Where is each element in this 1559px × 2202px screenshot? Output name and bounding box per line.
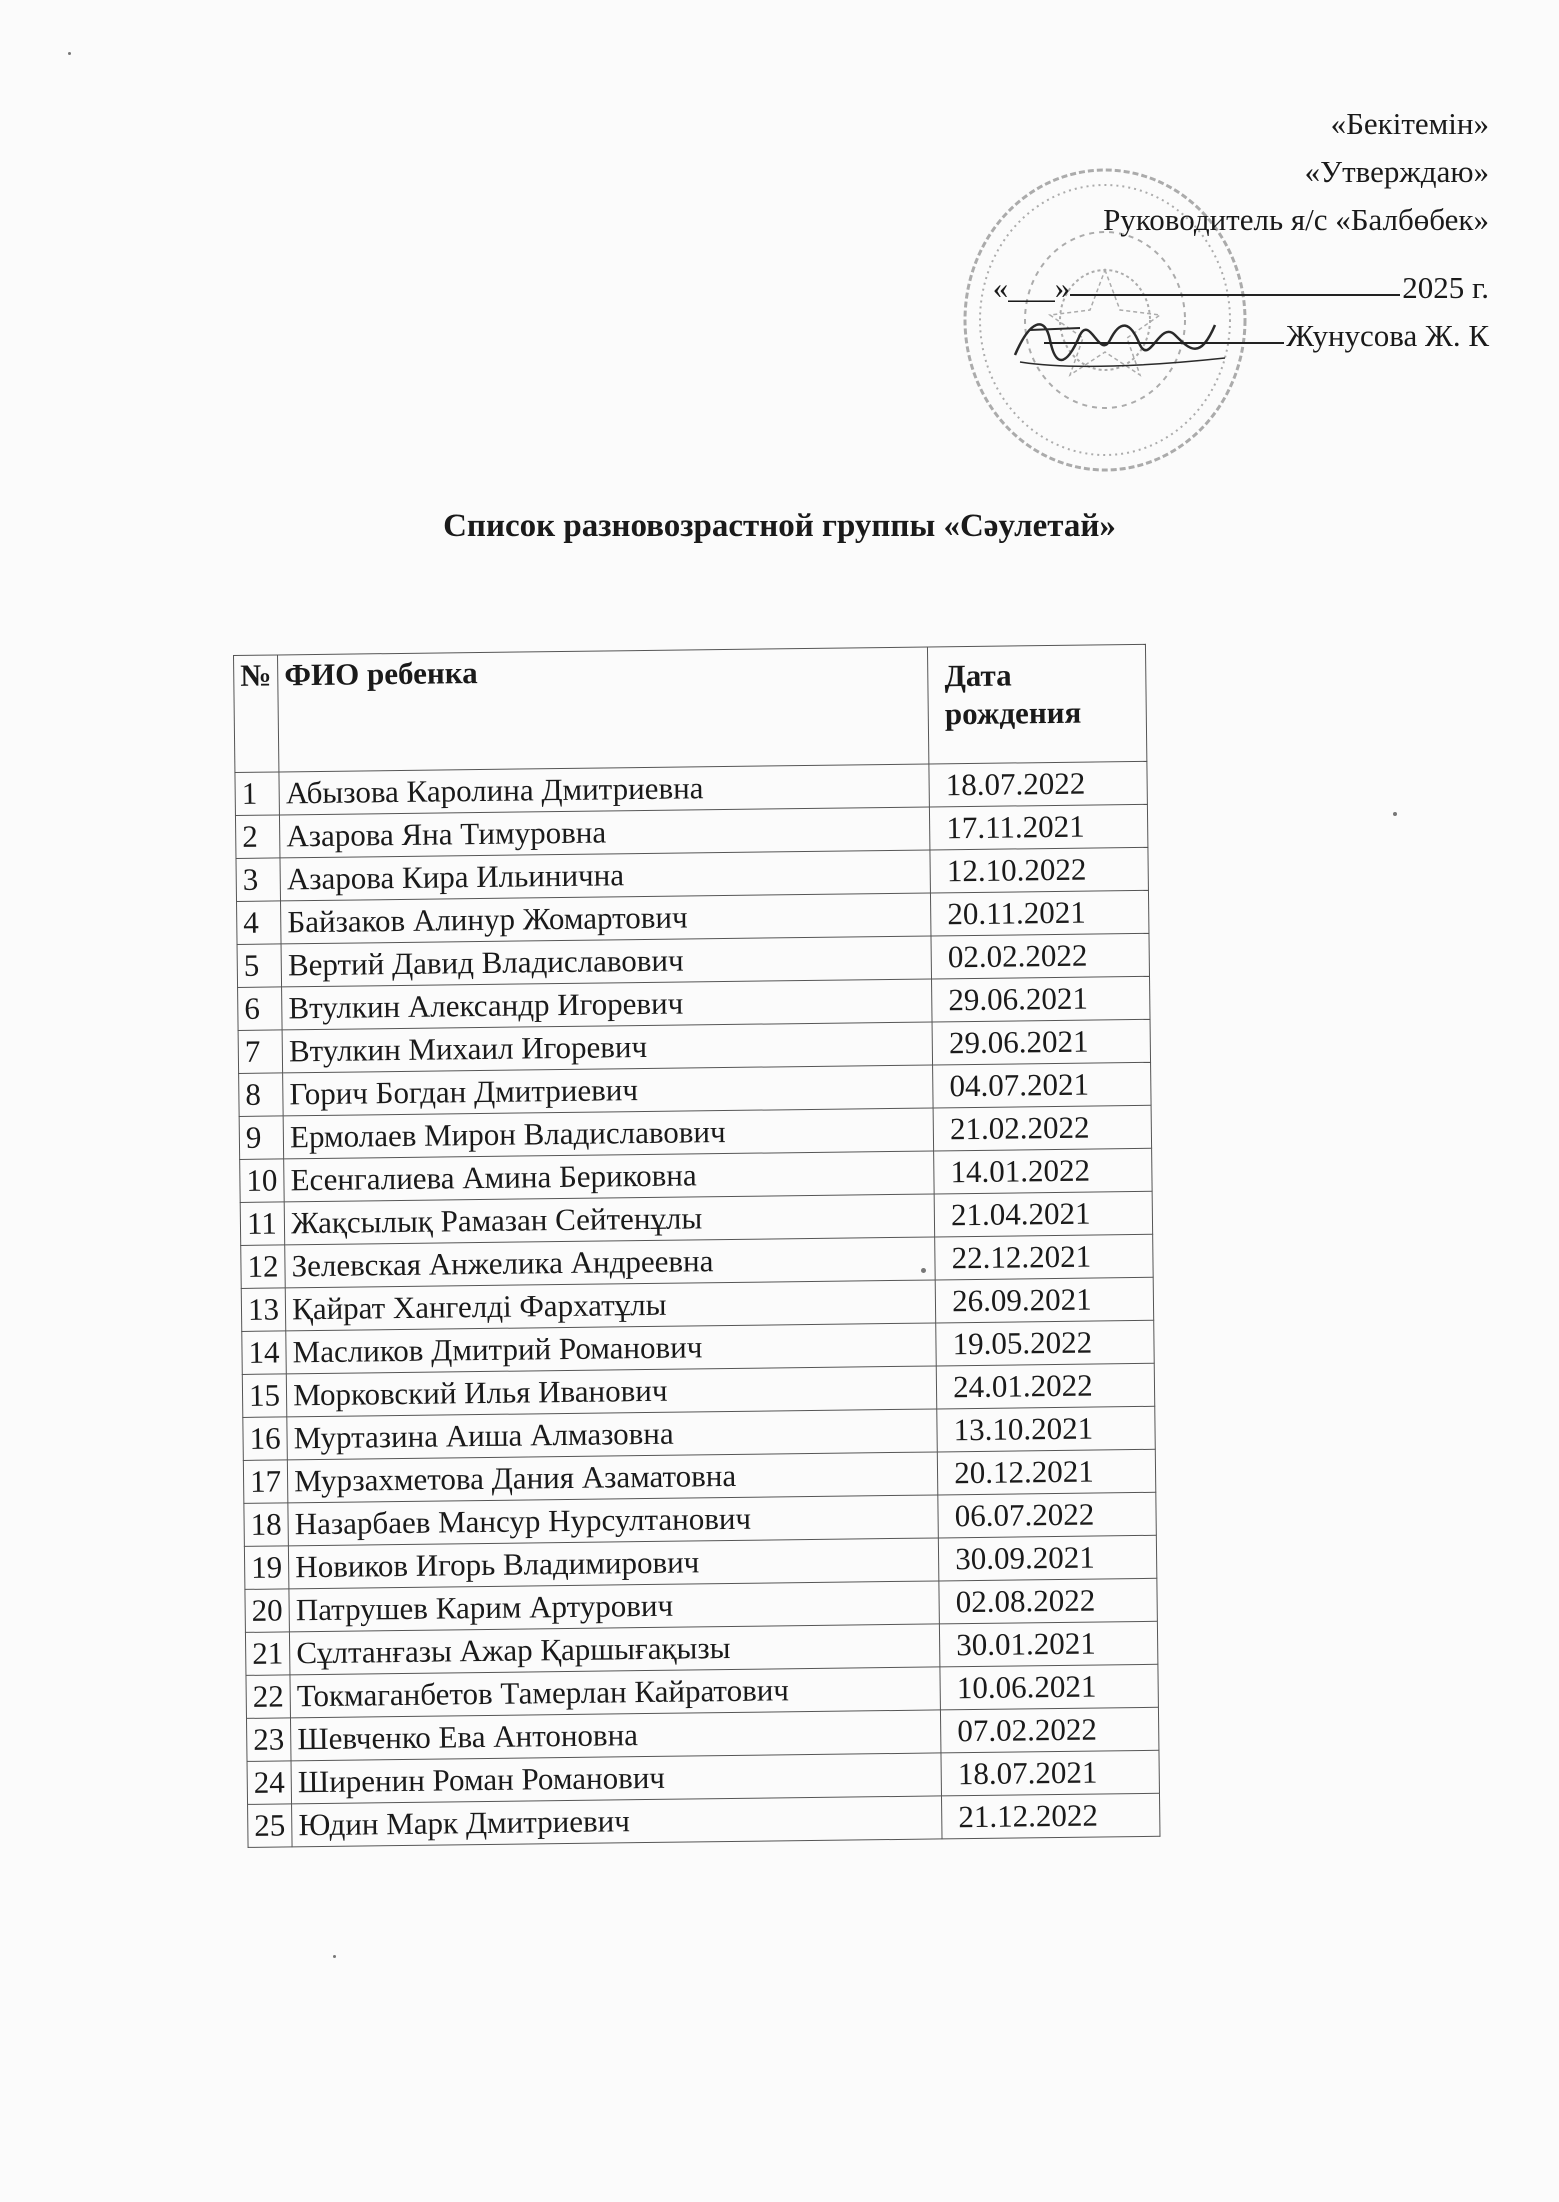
- speck: [333, 1955, 336, 1958]
- birth-date: 24.01.2022: [936, 1363, 1155, 1409]
- child-name: Мурзахметова Дания Азаматовна: [287, 1452, 937, 1503]
- approval-year: 2025 г.: [1402, 270, 1489, 305]
- document-title: Список разновозрастной группы «Сәулетай»: [443, 508, 1116, 544]
- signature-blank-line: [1044, 342, 1284, 344]
- child-name: Ермолаев Мирон Владиславович: [283, 1108, 933, 1159]
- table-body: [235, 761, 1160, 1847]
- row-number: 16: [243, 1417, 288, 1461]
- birth-date: 20.12.2021: [937, 1449, 1156, 1495]
- date-blank-line: [1070, 294, 1400, 296]
- birth-date: 12.10.2022: [930, 847, 1149, 893]
- child-name: Токмаганбетов Тамерлан Кайратович: [290, 1667, 940, 1718]
- row-number: 17: [243, 1460, 288, 1504]
- row-number: 15: [242, 1374, 287, 1418]
- child-name: Назарбаев Мансур Нурсултанович: [288, 1495, 938, 1546]
- child-name: Азарова Кира Ильинична: [280, 850, 930, 901]
- birth-date: 30.01.2021: [940, 1621, 1159, 1667]
- birth-date: 22.12.2021: [935, 1234, 1154, 1280]
- row-number: 12: [241, 1245, 286, 1289]
- birth-date: 29.06.2021: [932, 1019, 1151, 1065]
- row-number: 13: [241, 1288, 286, 1332]
- row-number: 8: [239, 1073, 284, 1117]
- child-name: Абызова Каролина Дмитриевна: [279, 764, 929, 815]
- birth-date: 02.08.2022: [939, 1578, 1158, 1624]
- birth-date: 19.05.2022: [936, 1320, 1155, 1366]
- row-number: 6: [238, 987, 283, 1031]
- speck: [1393, 812, 1397, 816]
- approval-signature-line: [993, 312, 1489, 360]
- row-number: 10: [240, 1159, 285, 1203]
- row-number: 19: [244, 1546, 289, 1590]
- birth-date: 02.02.2022: [931, 933, 1150, 979]
- row-number: 1: [235, 772, 280, 816]
- birth-date: 21.12.2022: [942, 1793, 1161, 1839]
- approval-block: [993, 100, 1489, 360]
- child-name: Байзаков Алинур Жомартович: [281, 893, 931, 944]
- child-name: Сұлтанғазы Ажар Қаршығақызы: [290, 1624, 940, 1675]
- child-name: Муртазина Аиша Алмазовна: [287, 1409, 937, 1460]
- birth-date: 13.10.2021: [937, 1406, 1156, 1452]
- birth-date: 26.09.2021: [935, 1277, 1154, 1323]
- date-quotes: «___»: [992, 270, 1071, 305]
- birth-date: 14.01.2022: [934, 1148, 1153, 1194]
- child-name: Вертий Давид Владиславович: [281, 936, 931, 987]
- birth-date: 07.02.2022: [941, 1707, 1160, 1753]
- row-number: 18: [244, 1503, 289, 1547]
- birth-date: 21.04.2021: [934, 1191, 1153, 1237]
- birth-date: 20.11.2021: [931, 890, 1150, 936]
- child-name: Жақсылық Рамазан Сейтенұлы: [284, 1194, 934, 1245]
- child-name: Зелевская Анжелика Андреевна: [285, 1237, 935, 1288]
- child-name: Азарова Яна Тимуровна: [280, 807, 930, 858]
- child-name: Патрушев Карим Артурович: [289, 1581, 939, 1632]
- row-number: 3: [236, 858, 281, 902]
- table-header-row: [234, 644, 1148, 772]
- birth-date: 29.06.2021: [932, 976, 1151, 1022]
- row-number: 21: [245, 1632, 290, 1676]
- row-number: 2: [235, 815, 280, 859]
- child-name: Морковский Илья Иванович: [286, 1366, 936, 1417]
- row-number: 25: [248, 1804, 293, 1848]
- speck: [68, 52, 71, 55]
- child-name: Шевченко Ева Антоновна: [291, 1710, 941, 1761]
- header-number: №: [234, 655, 280, 773]
- approval-date-line: [993, 264, 1489, 312]
- row-number: 14: [242, 1331, 287, 1375]
- header-child-name: ФИО ребенка: [278, 647, 929, 772]
- child-name: Горич Богдан Дмитриевич: [283, 1065, 933, 1116]
- child-name: Новиков Игорь Владимирович: [289, 1538, 939, 1589]
- child-name: Втулкин Александр Игоревич: [282, 979, 932, 1030]
- birth-date: 18.07.2022: [929, 761, 1148, 807]
- child-name: Втулкин Михаил Игоревич: [282, 1022, 932, 1073]
- row-number: 22: [246, 1675, 291, 1719]
- birth-date: 18.07.2021: [941, 1750, 1160, 1796]
- row-number: 24: [247, 1761, 292, 1805]
- row-number: 11: [240, 1202, 285, 1246]
- approval-ru: «Утверждаю»: [1304, 154, 1489, 189]
- approval-kz: «Бекітемін»: [1330, 106, 1489, 141]
- child-name: Юдин Марк Дмитриевич: [292, 1796, 942, 1847]
- header-birth-date-line2: рождения: [944, 694, 1082, 732]
- row-number: 20: [245, 1589, 290, 1633]
- birth-date: 21.02.2022: [933, 1105, 1152, 1151]
- row-number: 23: [246, 1718, 291, 1762]
- child-name: Масликов Дмитрий Романович: [286, 1323, 936, 1374]
- birth-date: 17.11.2021: [930, 804, 1149, 850]
- row-number: 5: [237, 944, 282, 988]
- row-number: 7: [238, 1030, 283, 1074]
- approver-position: Руководитель я/с «Балбөбек»: [1103, 202, 1489, 237]
- children-roster-table: [233, 644, 1161, 1848]
- row-number: 9: [239, 1116, 284, 1160]
- birth-date: 04.07.2021: [933, 1062, 1152, 1108]
- birth-date: 10.06.2021: [940, 1664, 1159, 1710]
- child-name: Қайрат Хангелді Фархатұлы: [285, 1280, 935, 1331]
- child-name: Ширенин Роман Романович: [291, 1753, 941, 1804]
- child-name: Есенгалиева Амина Бериковна: [284, 1151, 934, 1202]
- row-number: 4: [237, 901, 282, 945]
- birth-date: 30.09.2021: [938, 1535, 1157, 1581]
- header-birth-date: [928, 644, 1147, 764]
- birth-date: 06.07.2022: [938, 1492, 1157, 1538]
- director-name: Жунусова Ж. К: [1286, 318, 1489, 353]
- header-birth-date-line1: Дата: [944, 657, 1012, 694]
- speck: [921, 1268, 926, 1273]
